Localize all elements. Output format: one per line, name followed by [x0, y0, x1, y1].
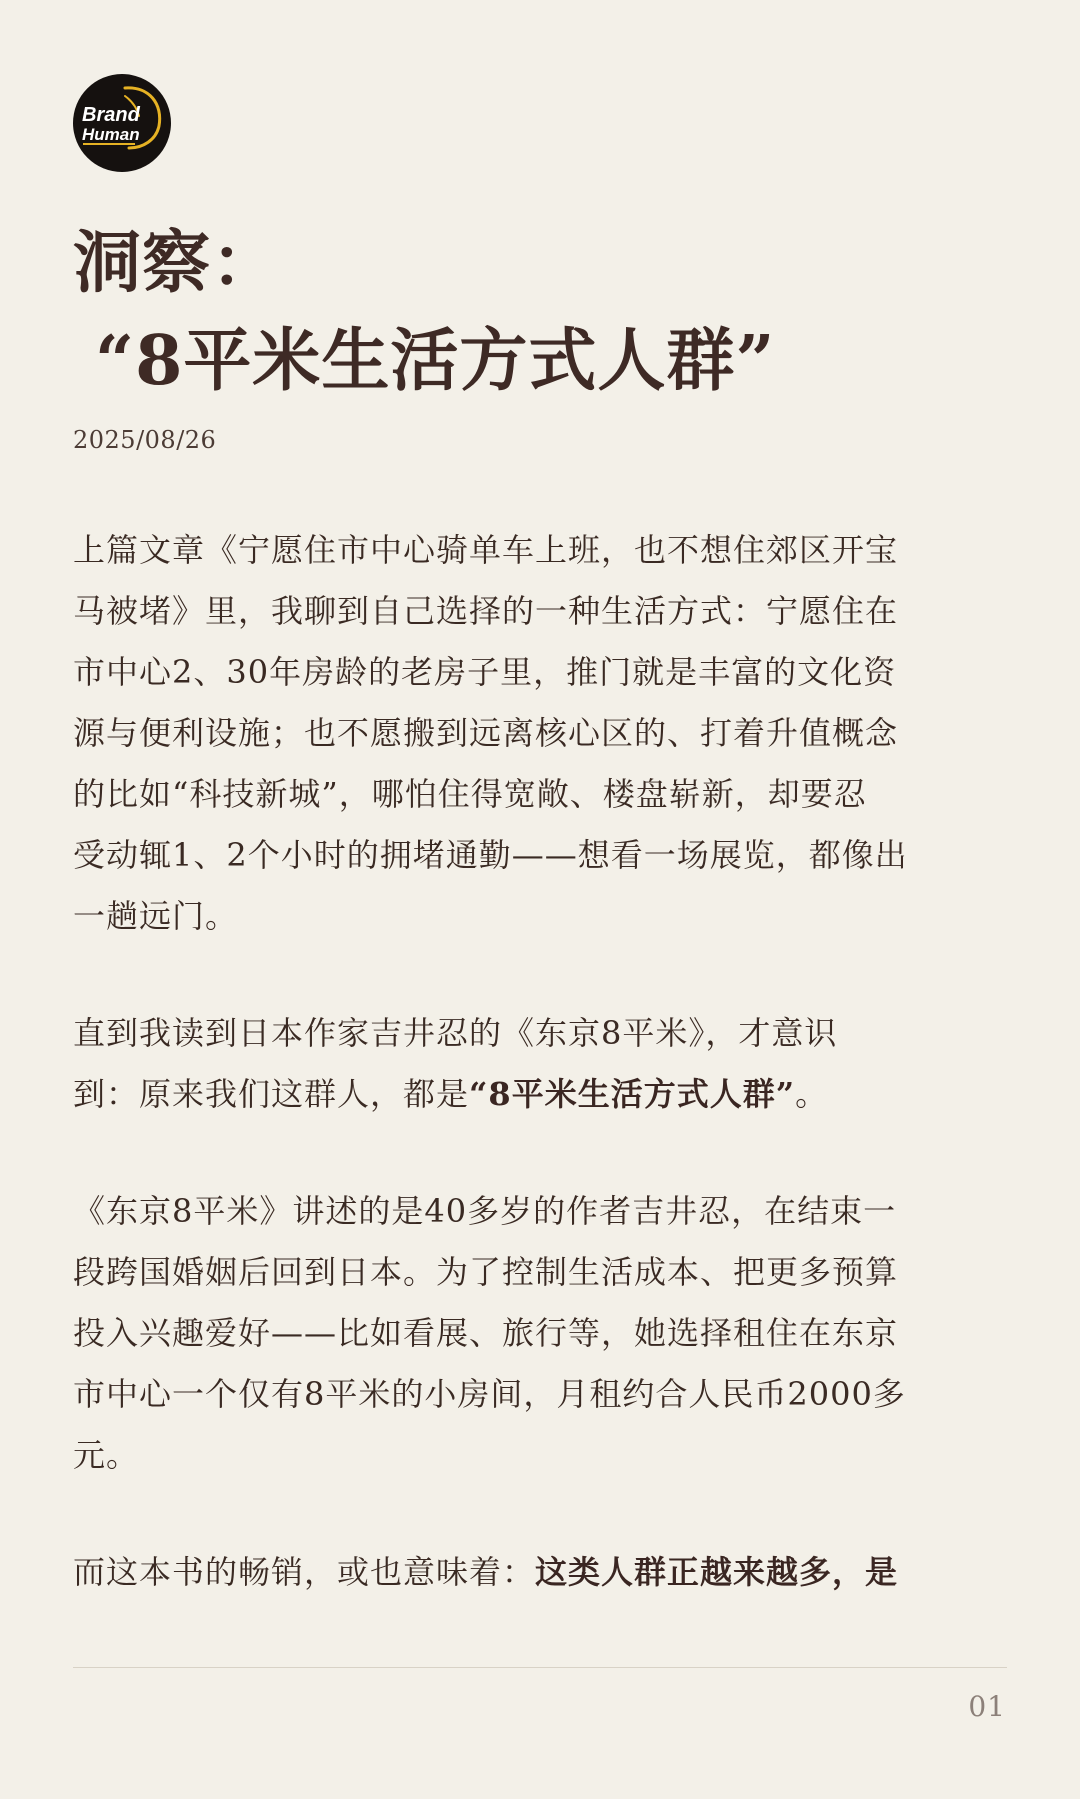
footer-divider	[73, 1667, 1007, 1668]
publish-date: 2025/08/26	[73, 426, 217, 454]
paragraph-line: 源与便利设施；也不愿搬到远离核心区的、打着升值概念	[73, 714, 899, 752]
title-line-2: “8平米生活方式人群”	[95, 321, 776, 401]
paragraph-line: 元。	[73, 1436, 140, 1474]
title-line-1: 洞察：	[73, 223, 281, 303]
paragraph-line: 投入兴趣爱好——比如看展、旅行等，她选择租住在东京	[73, 1314, 899, 1352]
highlight-term: “8平米生活方式人群”	[469, 1075, 796, 1113]
paragraph-2	[73, 1003, 1008, 1125]
page-number: 01	[968, 1690, 1006, 1723]
brand-logo-icon	[73, 74, 171, 172]
paragraph-line: 受动辄1、2个小时的拥堵通勤——想看一场展览，都像出	[73, 836, 908, 874]
paragraph-3	[73, 1181, 1008, 1486]
paragraph-text: 而这本书的畅销，或也意味着：	[73, 1553, 536, 1591]
paragraph-line	[73, 1064, 1008, 1125]
paragraph-line: 市中心2、30年房龄的老房子里，推门就是丰富的文化资	[73, 653, 897, 691]
article-body	[73, 520, 1008, 1659]
paragraph-line: 马被堵》里，我聊到自己选择的一种生活方式：宁愿住在	[73, 592, 899, 630]
logo-text-brand: Brand	[82, 104, 140, 126]
paragraph-line: 上篇文章《宁愿住市中心骑单车上班，也不想住郊区开宝	[73, 531, 899, 569]
paragraph-1	[73, 520, 1008, 947]
paragraph-line: 市中心一个仅有8平米的小房间，月租约合人民币2000多	[73, 1375, 906, 1413]
paragraph-4	[73, 1542, 1008, 1603]
paragraph-line	[73, 1542, 1008, 1603]
article-title	[73, 214, 776, 410]
paragraph-text: 到：原来我们这群人，都是	[73, 1075, 470, 1113]
logo-text-human: Human	[82, 125, 140, 144]
paragraph-line: 段跨国婚姻后回到日本。为了控制生活成本、把更多预算	[73, 1253, 899, 1291]
paragraph-line: 一趟远门。	[73, 897, 239, 935]
brand-logo	[73, 74, 171, 172]
paragraph-line: 《东京8平米》讲述的是40多岁的作者吉井忍，在结束一	[73, 1192, 897, 1230]
paragraph-line: 直到我读到日本作家吉井忍的《东京8平米》，才意识	[73, 1014, 838, 1052]
paragraph-text: 。	[795, 1075, 829, 1113]
highlight-text: 这类人群正越来越多，是	[535, 1553, 899, 1591]
paragraph-line: 的比如“科技新城”，哪怕住得宽敞、楼盘崭新，却要忍	[73, 775, 867, 813]
